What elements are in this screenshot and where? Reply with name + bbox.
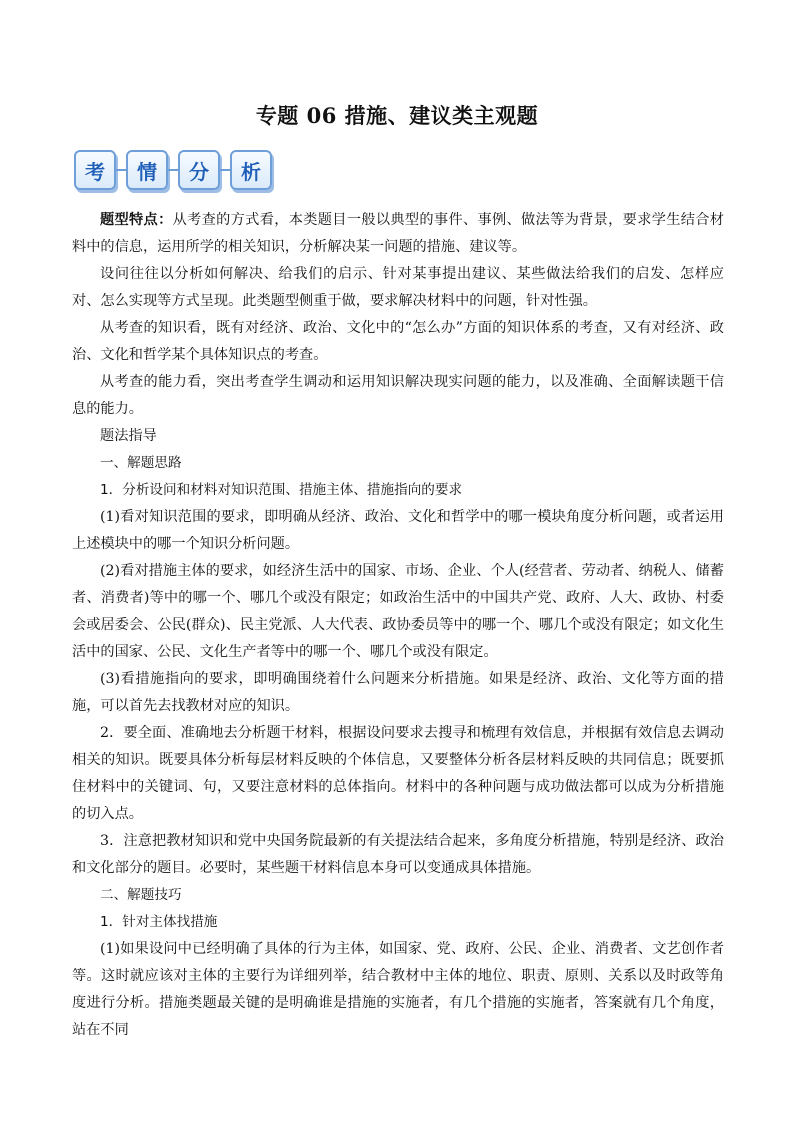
document-body (72, 207, 724, 1044)
paragraph: (1)如果设问中已经明确了具体的行为主体，如国家、党、政府、公民、企业、消费者、文艺创作者等。这时就应该对主体的主要行为详细列举，结合教材中主体的地位、职责、原则、关系以及时政等角度进行分析。措施类题最关键的是明确谁是措施的实施者，有几个措施的实施者，答案就有几个角度，站在不同 (72, 941, 724, 1038)
paragraph-text: 从考查的方式看，本类题目一般以典型的事件、事例、做法等为背景，要求学生结合材料中的信息，运用所学的相关知识，分析解决某一问题的措施、建议等。 (72, 212, 724, 255)
paragraph-question-type (72, 207, 724, 261)
badge-char-3: 分 (178, 150, 220, 190)
paragraph: 设问往往以分析如何解决、给我们的启示、针对某事提出建议、某些做法给我们的启发、怎样应对、怎么实现等方式呈现。此类题型侧重于做，要求解决材料中的问题，针对性强。 (72, 266, 724, 309)
badge-char-1: 考 (74, 150, 116, 190)
question-type-label: 题型特点： (100, 212, 173, 228)
paragraph: 从考查的知识看，既有对经济、政治、文化中的“怎么办”方面的知识体系的考查，又有对经济、政治、文化和哲学某个具体知识点的考查。 (72, 320, 724, 363)
badge-connector (116, 169, 126, 171)
paragraph: 从考查的能力看，突出考查学生调动和运用知识解决现实问题的能力，以及准确、全面解读题干信息的能力。 (72, 374, 724, 417)
section-badge (74, 148, 272, 192)
badge-connector (168, 169, 178, 171)
guide-heading: 题法指导 (100, 428, 157, 444)
subsection-heading: 1．针对主体找措施 (100, 914, 218, 930)
paragraph: (3)看措施指向的要求，即明确围绕着什么问题来分析措施。如果是经济、政治、文化等方面的措施，可以首先去找教材对应的知识。 (72, 671, 724, 714)
paragraph: (1)看对知识范围的要求，即明确从经济、政治、文化和哲学中的哪一模块角度分析问题，或者运用上述模块中的哪一个知识分析问题。 (72, 509, 724, 552)
badge-connector (220, 169, 230, 171)
page-title: 专题 06 措施、建议类主观题 (255, 103, 539, 128)
badge-char-4: 析 (230, 150, 272, 190)
subsection-heading: 1．分析设问和材料对知识范围、措施主体、措施指向的要求 (100, 482, 463, 498)
section-heading: 一、解题思路 (100, 455, 182, 471)
section-heading: 二、解题技巧 (100, 887, 182, 903)
paragraph: (2)看对措施主体的要求，如经济生活中的国家、市场、企业、个人(经营者、劳动者、纳税人、储蓄者、消费者)等中的哪一个、哪几个或没有限定；如政治生活中的中国共产党、政府、人大、政协、村委会或居委会、公民(群众)、民主党派、人大代表、政协委员等中的哪一个、哪几个或没有限定；如文化生活中的国家、公民、文化生产者等中的哪一个、哪几个或没有限定。 (72, 563, 724, 660)
badge-char-2: 情 (126, 150, 168, 190)
paragraph: 2．要全面、准确地去分析题干材料，根据设问要求去搜寻和梳理有效信息，并根据有效信息去调动相关的知识。既要具体分析每层材料反映的个体信息，又要整体分析各层材料反映的共同信息；既要抓住材料中的关键词、句，又要注意材料的总体指向。材料中的各种问题与成功做法都可以成为分析措施的切入点。 (72, 725, 724, 822)
paragraph: 3．注意把教材知识和党中央国务院最新的有关提法结合起来，多角度分析措施，特别是经济、政治和文化部分的题目。必要时，某些题干材料信息本身可以变通成具体措施。 (72, 833, 724, 876)
